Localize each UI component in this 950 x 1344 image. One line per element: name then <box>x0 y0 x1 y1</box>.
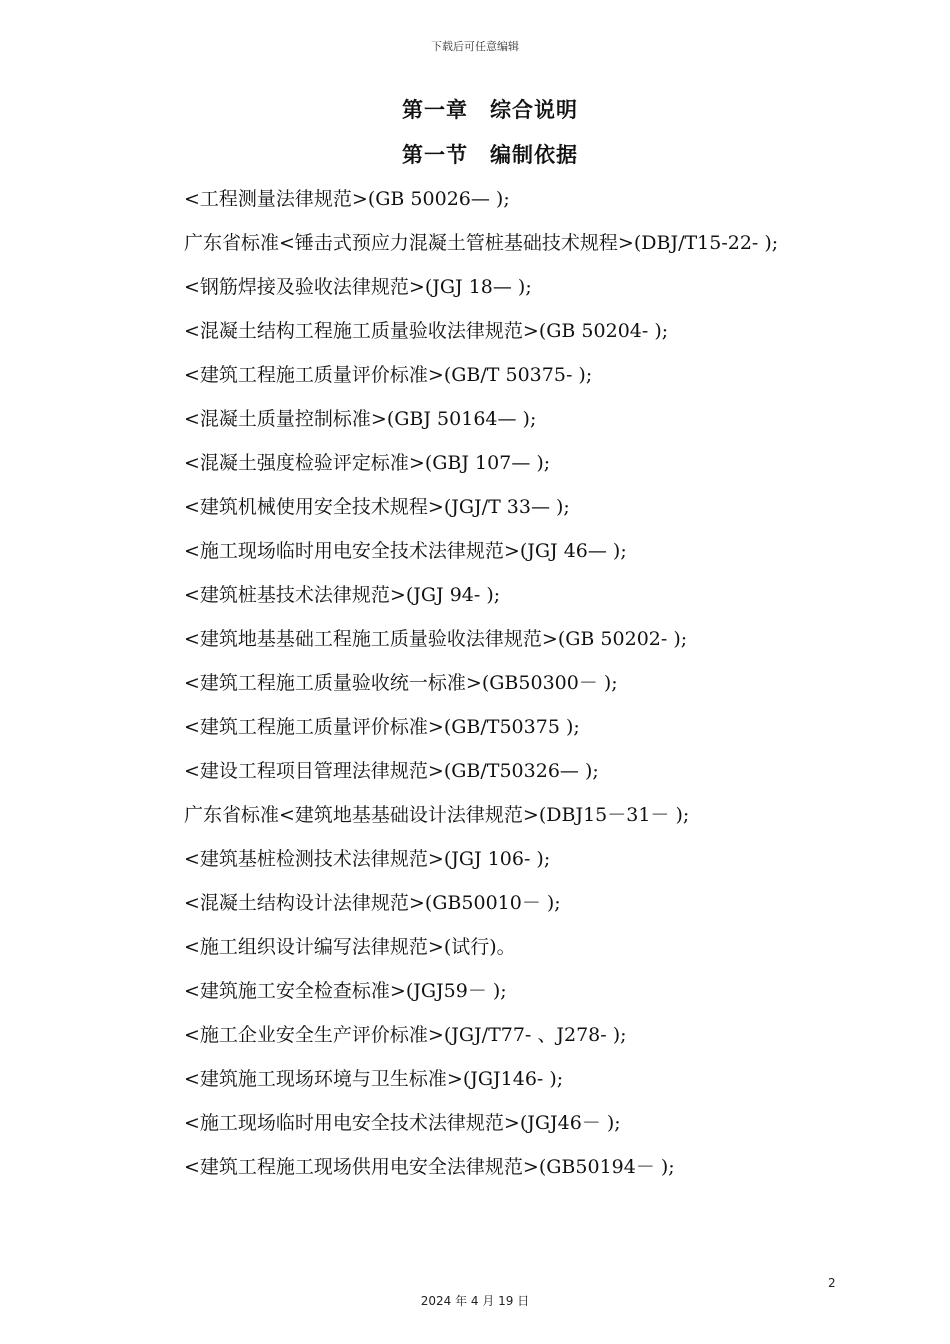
reference-item: <建筑工程施工质量验收统一标准>(GB50300－ ); <box>184 672 618 694</box>
reference-item: <施工现场临时用电安全技术法律规范>(JGJ46－ ); <box>184 1112 621 1134</box>
reference-item: <建筑工程施工质量评价标准>(GB/T50375 ); <box>184 716 580 738</box>
reference-item: <施工企业安全生产评价标准>(JGJ/T77- 、J278- ); <box>184 1024 627 1046</box>
reference-item: <混凝土强度检验评定标准>(GBJ 107— ); <box>184 452 551 474</box>
reference-item: <建筑桩基技术法律规范>(JGJ 94- ); <box>184 584 501 606</box>
reference-item: <建筑基桩检测技术法律规范>(JGJ 106- ); <box>184 848 551 870</box>
reference-item: <施工现场临时用电安全技术法律规范>(JGJ 46— ); <box>184 540 627 562</box>
page-header: 下载后可任意编辑 <box>431 40 519 53</box>
chapter-title: 第一章 综合说明 <box>402 98 578 122</box>
reference-item: <建筑地基基础工程施工质量验收法律规范>(GB 50202- ); <box>184 628 688 650</box>
reference-item: <混凝土结构设计法律规范>(GB50010－ ); <box>184 892 561 914</box>
reference-item: <施工组织设计编写法律规范>(试行)。 <box>184 936 516 958</box>
reference-item: <建筑工程施工质量评价标准>(GB/T 50375- ); <box>184 364 593 386</box>
page-footer-date: 2024 年 4 月 19 日 <box>420 1294 530 1308</box>
section-title: 第一节 编制依据 <box>402 143 578 167</box>
reference-item: <钢筋焊接及验收法律规范>(JGJ 18— ); <box>184 276 532 298</box>
reference-item: 广东省标准<锤击式预应力混凝土管桩基础技术规程>(DBJ/T15-22- ); <box>184 232 779 254</box>
reference-item: <建筑施工现场环境与卫生标准>(JGJ146- ); <box>184 1068 564 1090</box>
reference-item: <混凝土质量控制标准>(GBJ 50164— ); <box>184 408 537 430</box>
reference-item: <建筑机械使用安全技术规程>(JGJ/T 33— ); <box>184 496 570 518</box>
reference-item: <工程测量法律规范>(GB 50026— ); <box>184 188 510 210</box>
reference-item: <建筑工程施工现场供用电安全法律规范>(GB50194－ ); <box>184 1156 675 1178</box>
reference-item: <建设工程项目管理法律规范>(GB/T50326— ); <box>184 760 599 782</box>
page-number: 2 <box>828 1276 836 1290</box>
reference-item: <混凝土结构工程施工质量验收法律规范>(GB 50204- ); <box>184 320 669 342</box>
reference-item: <建筑施工安全检查标准>(JGJ59－ ); <box>184 980 507 1002</box>
reference-list <box>144 177 834 1189</box>
reference-item: 广东省标准<建筑地基基础设计法律规范>(DBJ15－31－ ); <box>184 804 690 826</box>
